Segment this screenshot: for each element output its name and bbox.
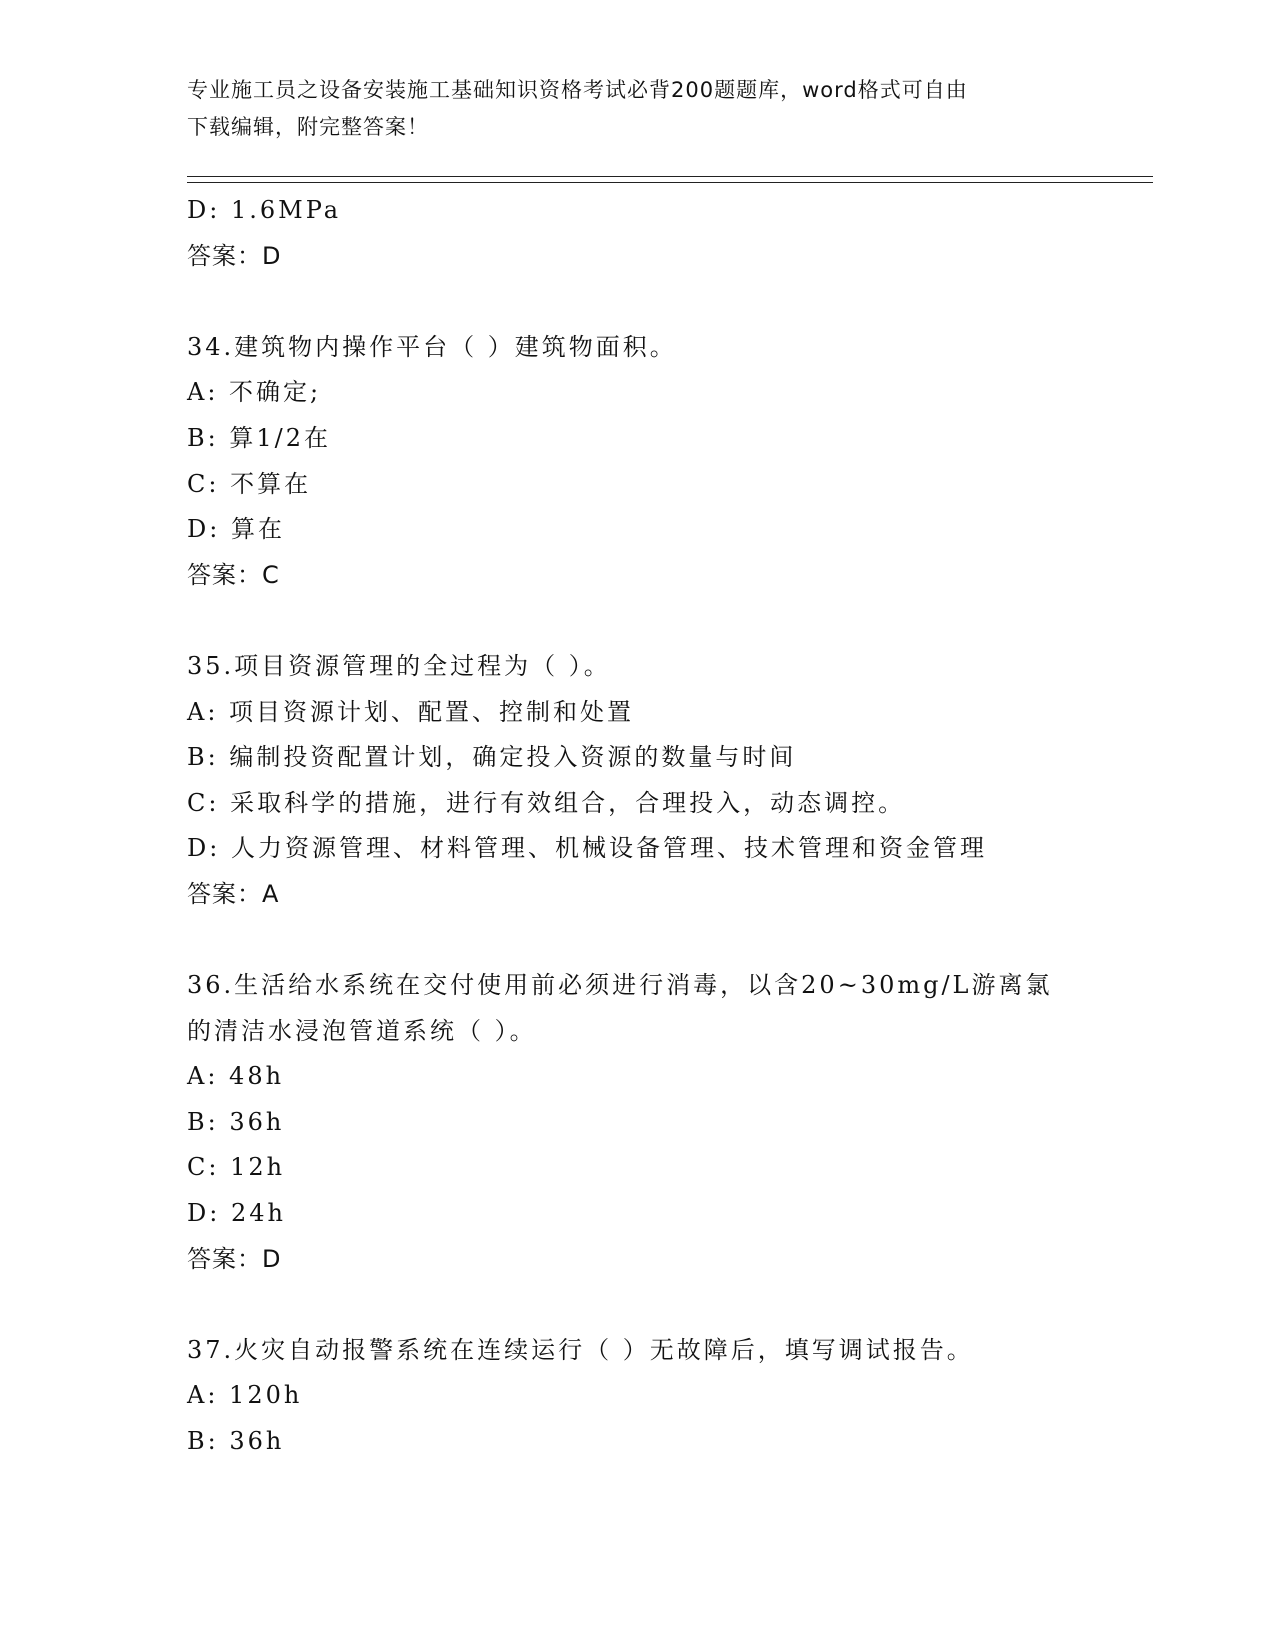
question-stem: 34.建筑物内操作平台（ ）建筑物面积。: [187, 332, 677, 361]
option-d: D: 算在: [187, 515, 285, 544]
option-c: C: 采取科学的措施，进行有效组合，合理投入，动态调控。: [187, 788, 906, 817]
answer-line: 答案：D: [187, 241, 282, 270]
document-header: [187, 72, 1067, 146]
question-stem-line-2: 的清洁水浸泡管道系统（ ）。: [187, 1016, 537, 1045]
question-stem: 35.项目资源管理的全过程为（ ）。: [187, 651, 611, 680]
previous-question-tail: [187, 188, 1153, 279]
option-c: C: 不算在: [187, 469, 312, 498]
option-d: D: 人力资源管理、材料管理、机械设备管理、技术管理和资金管理: [187, 834, 987, 863]
option-a: A: 48h: [187, 1062, 285, 1091]
header-divider-top: [187, 176, 1153, 177]
question-list: [187, 188, 1153, 1465]
answer-line: 答案：D: [187, 1244, 282, 1273]
option-c: C: 12h: [187, 1153, 286, 1182]
option-a: A: 120h: [187, 1381, 303, 1410]
header-divider-bottom: [187, 182, 1153, 183]
option-b: B: 编制投资配置计划，确定投入资源的数量与时间: [187, 743, 797, 772]
question-stem-line-1: 36.生活给水系统在交付使用前必须进行消毒，以含20~30mg/L游离氯: [187, 971, 1053, 1000]
option-a: A: 项目资源计划、配置、控制和处置: [187, 697, 635, 726]
answer-line: 答案：C: [187, 560, 280, 589]
option-b: B: 36h: [187, 1107, 285, 1136]
option-b: B: 36h: [187, 1427, 285, 1456]
option-d: D: 24h: [187, 1199, 286, 1228]
header-title-line-2: 下载编辑，附完整答案！: [187, 115, 429, 139]
question-37: [187, 1328, 1153, 1465]
header-title-line-1: 专业施工员之设备安装施工基础知识资格考试必背200题题库，word格式可自由: [187, 78, 968, 102]
question-34: [187, 325, 1153, 599]
question-stem: 37.火灾自动报警系统在连续运行（ ）无故障后，填写调试报告。: [187, 1335, 974, 1364]
question-36: [187, 963, 1153, 1282]
answer-line: 答案：A: [187, 879, 280, 908]
option-d: D: 1.6MPa: [187, 196, 342, 224]
option-a: A: 不确定;: [187, 378, 322, 407]
option-b: B: 算1/2在: [187, 423, 331, 452]
question-35: [187, 644, 1153, 918]
